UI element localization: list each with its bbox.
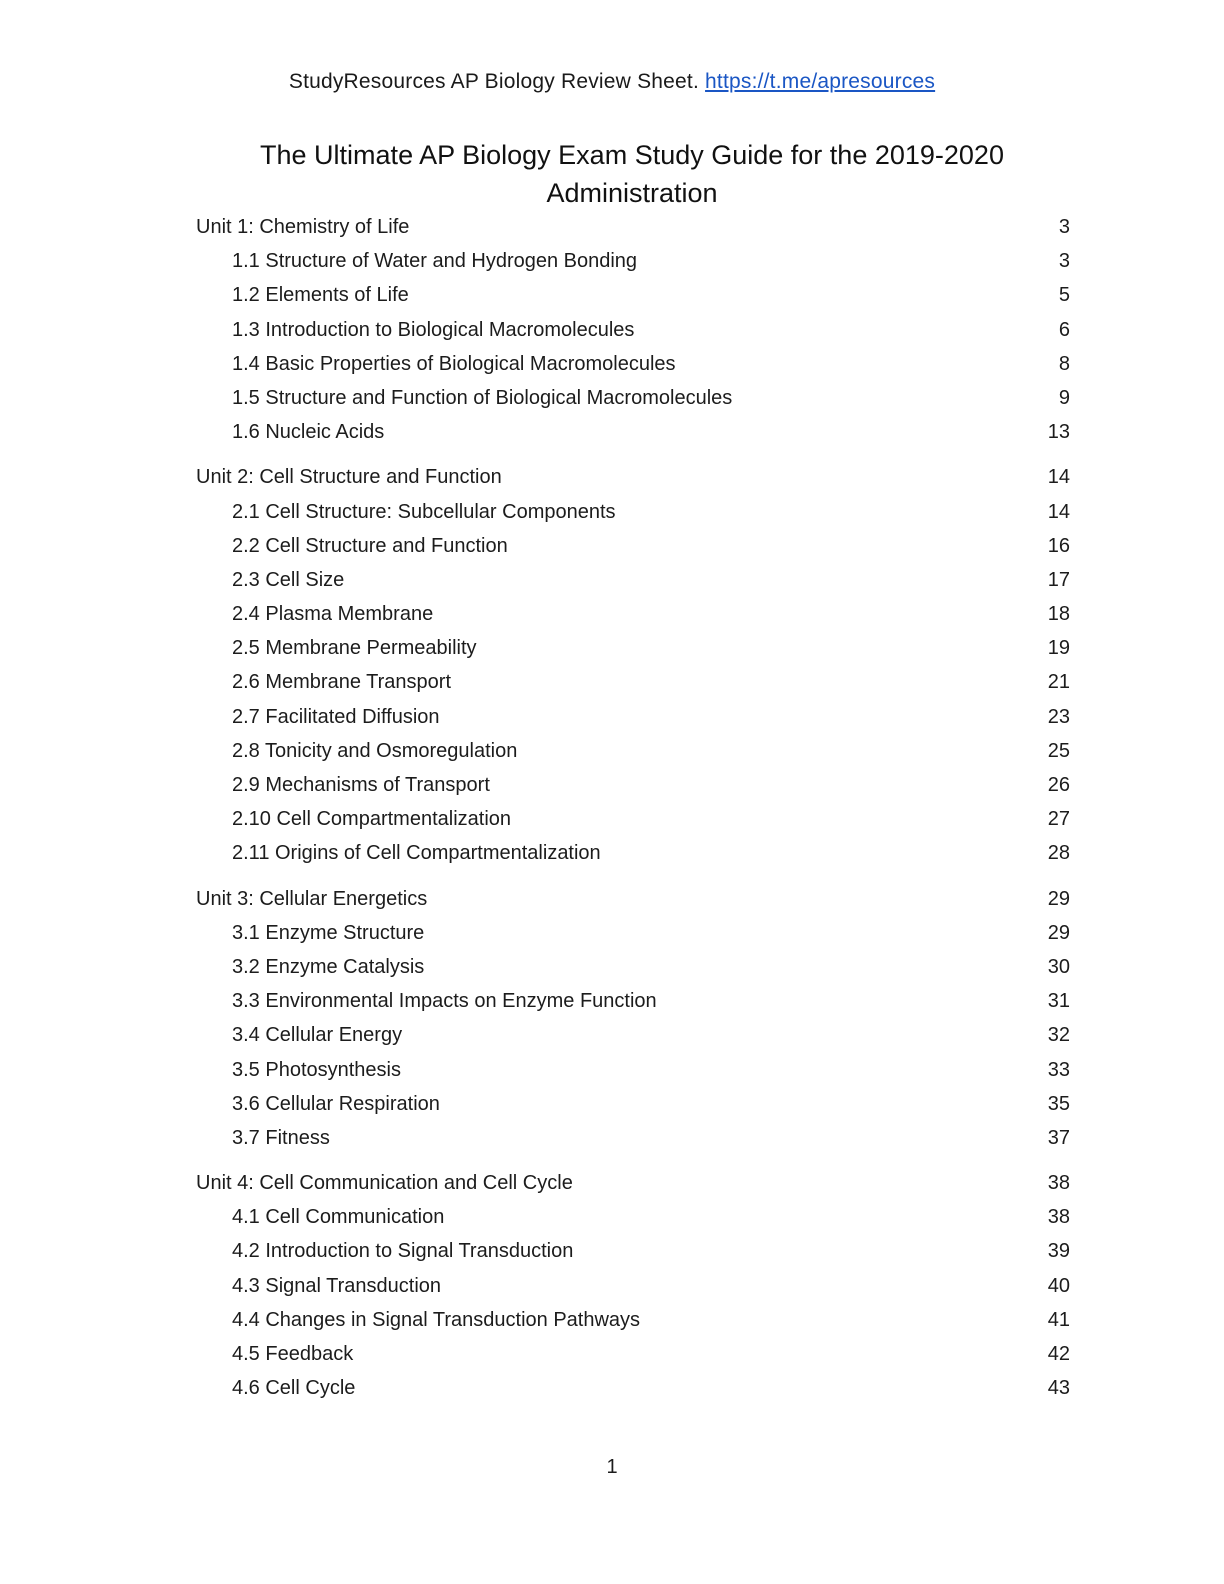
toc-section-entry[interactable] (196, 1200, 1070, 1234)
toc-page-number: 39 (1047, 1240, 1070, 1263)
page-header (0, 70, 1224, 94)
toc-section-entry[interactable] (196, 1303, 1070, 1337)
toc-section-entry[interactable] (196, 734, 1070, 768)
toc-section-label: 3.5 Photosynthesis (232, 1058, 401, 1081)
toc-section-entry[interactable] (196, 597, 1070, 631)
page-number: 1 (606, 1456, 618, 1478)
toc-page-number: 33 (1047, 1058, 1070, 1081)
toc-section-entry[interactable] (196, 415, 1070, 449)
toc-page-number: 40 (1047, 1274, 1070, 1297)
toc-page-number: 6 (1058, 318, 1070, 341)
toc-section-label: 2.3 Cell Size (232, 568, 345, 591)
toc-section-label: 2.11 Origins of Cell Compartmentalization (232, 842, 601, 865)
header-text: StudyResources AP Biology Review Sheet. (288, 70, 699, 93)
toc-section-label: 4.2 Introduction to Signal Transduction (232, 1240, 574, 1263)
toc-section-label: 3.3 Environmental Impacts on Enzyme Function (232, 990, 657, 1013)
toc-section-label: 2.2 Cell Structure and Function (232, 534, 508, 557)
toc-section-label: 3.6 Cellular Respiration (232, 1092, 440, 1115)
toc-page-number: 29 (1047, 887, 1070, 910)
toc-section-label: 4.3 Signal Transduction (232, 1274, 442, 1297)
toc-section-label: 2.7 Facilitated Diffusion (232, 705, 440, 728)
toc-section-label: 2.4 Plasma Membrane (232, 603, 434, 626)
toc-section-label: 3.4 Cellular Energy (232, 1024, 403, 1047)
toc-section-entry[interactable] (196, 529, 1070, 563)
toc-section-entry[interactable] (196, 347, 1070, 381)
toc-section-label: 4.4 Changes in Signal Transduction Pathways (232, 1308, 641, 1331)
toc-page-number: 43 (1047, 1377, 1070, 1400)
toc-section-entry[interactable] (196, 1269, 1070, 1303)
toc-page-number: 3 (1058, 250, 1070, 273)
table-of-contents (196, 210, 1070, 1416)
toc-section-label: 3.2 Enzyme Catalysis (232, 955, 425, 978)
toc-section-label: 3.1 Enzyme Structure (232, 921, 425, 944)
toc-section-label: 1.6 Nucleic Acids (232, 421, 385, 444)
toc-section-label: 2.10 Cell Compartmentalization (232, 808, 512, 831)
toc-page-number: 35 (1047, 1092, 1070, 1115)
toc-page-number: 14 (1047, 466, 1070, 489)
toc-page-number: 3 (1058, 216, 1070, 238)
toc-section-entry[interactable] (196, 1121, 1070, 1155)
toc-section-entry[interactable] (196, 563, 1070, 597)
toc-page-number: 25 (1047, 739, 1070, 762)
toc-section-label: 2.1 Cell Structure: Subcellular Components (232, 500, 616, 523)
toc-section-entry[interactable] (196, 1234, 1070, 1268)
toc-page-number: 17 (1047, 568, 1070, 591)
toc-unit (196, 460, 1070, 870)
toc-page-number: 29 (1047, 921, 1070, 944)
toc-section-entry[interactable] (196, 950, 1070, 984)
toc-page-number: 5 (1058, 284, 1070, 307)
toc-page-number: 30 (1047, 955, 1070, 978)
toc-page-number: 16 (1047, 534, 1070, 557)
toc-section-entry[interactable] (196, 665, 1070, 699)
toc-section-entry[interactable] (196, 631, 1070, 665)
toc-section-entry[interactable] (196, 802, 1070, 836)
toc-section-label: 1.4 Basic Properties of Biological Macromolecules (232, 352, 676, 375)
toc-unit-label: Unit 3: Cellular Energetics (196, 887, 428, 910)
toc-page-number: 28 (1047, 842, 1070, 865)
toc-unit-label: Unit 4: Cell Communication and Cell Cycle (196, 1172, 573, 1195)
toc-section-entry[interactable] (196, 244, 1070, 278)
toc-section-entry[interactable] (196, 836, 1070, 870)
toc-section-label: 2.6 Membrane Transport (232, 671, 451, 694)
header-link[interactable]: https://t.me/apresources (705, 70, 936, 93)
toc-page-number: 19 (1047, 637, 1070, 660)
toc-section-label: 1.5 Structure and Function of Biological Macromolecules (232, 386, 733, 409)
toc-section-label: 1.3 Introduction to Biological Macromolecules (232, 318, 635, 341)
toc-section-entry[interactable] (196, 1371, 1070, 1405)
toc-section-entry[interactable] (196, 1087, 1070, 1121)
toc-page-number: 32 (1047, 1024, 1070, 1047)
toc-section-entry[interactable] (196, 381, 1070, 415)
toc-section-label: 1.2 Elements of Life (232, 284, 409, 307)
toc-page-number: 23 (1047, 705, 1070, 728)
toc-page-number: 27 (1047, 808, 1070, 831)
toc-section-entry[interactable] (196, 495, 1070, 529)
toc-section-entry[interactable] (196, 768, 1070, 802)
toc-page-number: 26 (1047, 774, 1070, 796)
toc-page-number: 31 (1047, 990, 1070, 1013)
toc-unit (196, 210, 1070, 449)
toc-section-entry[interactable] (196, 1053, 1070, 1087)
toc-unit (196, 882, 1070, 1156)
toc-section-label: 2.8 Tonicity and Osmoregulation (232, 739, 518, 762)
toc-section-entry[interactable] (196, 700, 1070, 734)
toc-section-entry[interactable] (196, 313, 1070, 347)
toc-unit-entry[interactable] (196, 460, 1070, 494)
toc-section-entry[interactable] (196, 916, 1070, 950)
toc-page-number: 37 (1047, 1126, 1070, 1149)
toc-section-label: 4.5 Feedback (232, 1343, 354, 1365)
toc-page-number: 14 (1047, 500, 1070, 523)
toc-unit-entry[interactable] (196, 882, 1070, 916)
toc-unit (196, 1166, 1070, 1405)
toc-page-number: 41 (1047, 1308, 1070, 1331)
toc-unit-label: Unit 2: Cell Structure and Function (196, 466, 502, 489)
toc-page-number: 9 (1058, 386, 1070, 409)
toc-page-number: 38 (1047, 1172, 1070, 1195)
toc-unit-label: Unit 1: Chemistry of Life (196, 216, 410, 238)
toc-section-label: 4.6 Cell Cycle (232, 1377, 356, 1400)
toc-section-label: 2.9 Mechanisms of Transport (232, 774, 490, 796)
toc-unit-entry[interactable] (196, 210, 1070, 244)
toc-page-number: 42 (1047, 1343, 1070, 1365)
toc-section-label: 2.5 Membrane Permeability (232, 637, 477, 660)
toc-section-label: 4.1 Cell Communication (232, 1206, 445, 1229)
toc-section-label: 1.1 Structure of Water and Hydrogen Bonding (232, 250, 638, 273)
toc-page-number: 21 (1047, 671, 1070, 694)
toc-page-number: 13 (1047, 421, 1070, 444)
toc-section-entry[interactable] (196, 984, 1070, 1018)
toc-section-entry[interactable] (196, 1018, 1070, 1052)
toc-section-label: 3.7 Fitness (232, 1126, 330, 1149)
toc-section-entry[interactable] (196, 1337, 1070, 1371)
toc-page-number: 38 (1047, 1206, 1070, 1229)
toc-page-number: 8 (1058, 352, 1070, 375)
toc-section-entry[interactable] (196, 278, 1070, 312)
toc-page-number: 18 (1047, 603, 1070, 626)
document-title: The Ultimate AP Biology Exam Study Guide for the 2019-2020 Administration (260, 140, 1004, 208)
toc-unit-entry[interactable] (196, 1166, 1070, 1200)
